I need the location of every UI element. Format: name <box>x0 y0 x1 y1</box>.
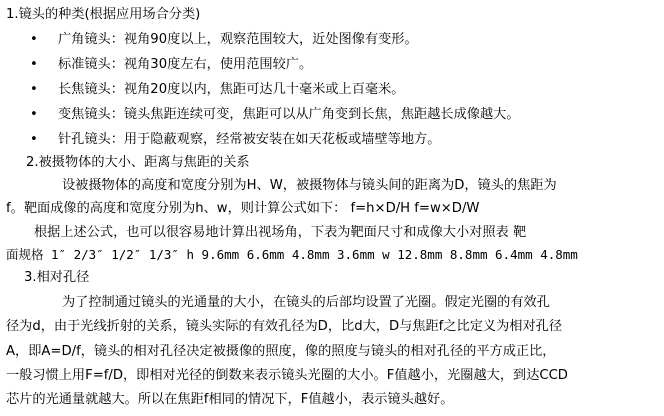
list-item <box>30 31 418 49</box>
list-item <box>30 106 520 124</box>
section-1-heading: 1.镜头的种类(根据应用场合分类) <box>6 7 201 22</box>
bullet-icon: • <box>30 132 38 147</box>
bullet-icon: • <box>30 82 38 97</box>
list-item-text: 标准镜头：视角30度左右，使用范围较广。 <box>58 57 313 72</box>
paragraph-line: 为了控制通过镜头的光通量的大小，在镜头的后部均设置了光圈。假定光圈的有效孔 <box>62 295 550 310</box>
paragraph-line: 面规格 1″ 2/3″ 1/2″ 1/3″ h 9.6mm 6.6mm 4.8mm 3.6mm w 12.8mm 8.8mm 6.4mm 4.8mm <box>6 247 578 262</box>
paragraph-line: 芯片的光通量就越大。所以在焦距f相同的情况下，F值越小，表示镜头越好。 <box>6 392 454 407</box>
paragraph-line: 一般习惯上用F=f/D，即相对光径的倒数来表示镜头光圈的大小。F值越小，光圈越大，到达CCD <box>6 368 568 383</box>
paragraph-line: 根据上述公式，也可以很容易地计算出视场角，下表为靶面尺寸和成像大小对照表 靶 <box>34 225 527 240</box>
paragraph-line: f。靶面成像的高度和宽度分别为h、w，则计算公式如下： f=h×D/H f=w×D/W <box>6 201 480 216</box>
bullet-icon: • <box>30 107 38 122</box>
list-item-text: 变焦镜头：镜头焦距连续可变，焦距可以从广角变到长焦，焦距越长成像越大。 <box>58 107 520 122</box>
bullet-icon: • <box>30 32 38 47</box>
paragraph-line: A，即A=D/f，镜头的相对孔径决定被摄像的照度，像的照度与镜头的相对孔径的平方成正比， <box>6 344 556 359</box>
paragraph-line: 径为d，由于光线折射的关系，镜头实际的有效孔径为D，比d大，D与焦距f之比定义为相对孔径 <box>6 319 563 334</box>
paragraph-line: 设被摄物体的高度和宽度分别为H、W，被摄物体与镜头间的距离为D，镜头的焦距为 <box>62 178 557 193</box>
section-2-heading: 2.被摄物体的大小、距离与焦距的关系 <box>26 155 250 170</box>
list-item <box>30 56 312 74</box>
list-item-text: 长焦镜头：视角20度以内，焦距可达几十毫米或上百毫米。 <box>58 82 405 97</box>
section-3-heading: 3.相对孔径 <box>24 270 90 285</box>
list-item <box>30 81 404 99</box>
list-item <box>30 131 440 149</box>
bullet-icon: • <box>30 57 38 72</box>
list-item-text: 广角镜头：视角90度以上，观察范围较大，近处图像有变形。 <box>58 32 418 47</box>
list-item-text: 针孔镜头：用于隐蔽观察，经常被安装在如天花板或墙壁等地方。 <box>58 132 441 147</box>
